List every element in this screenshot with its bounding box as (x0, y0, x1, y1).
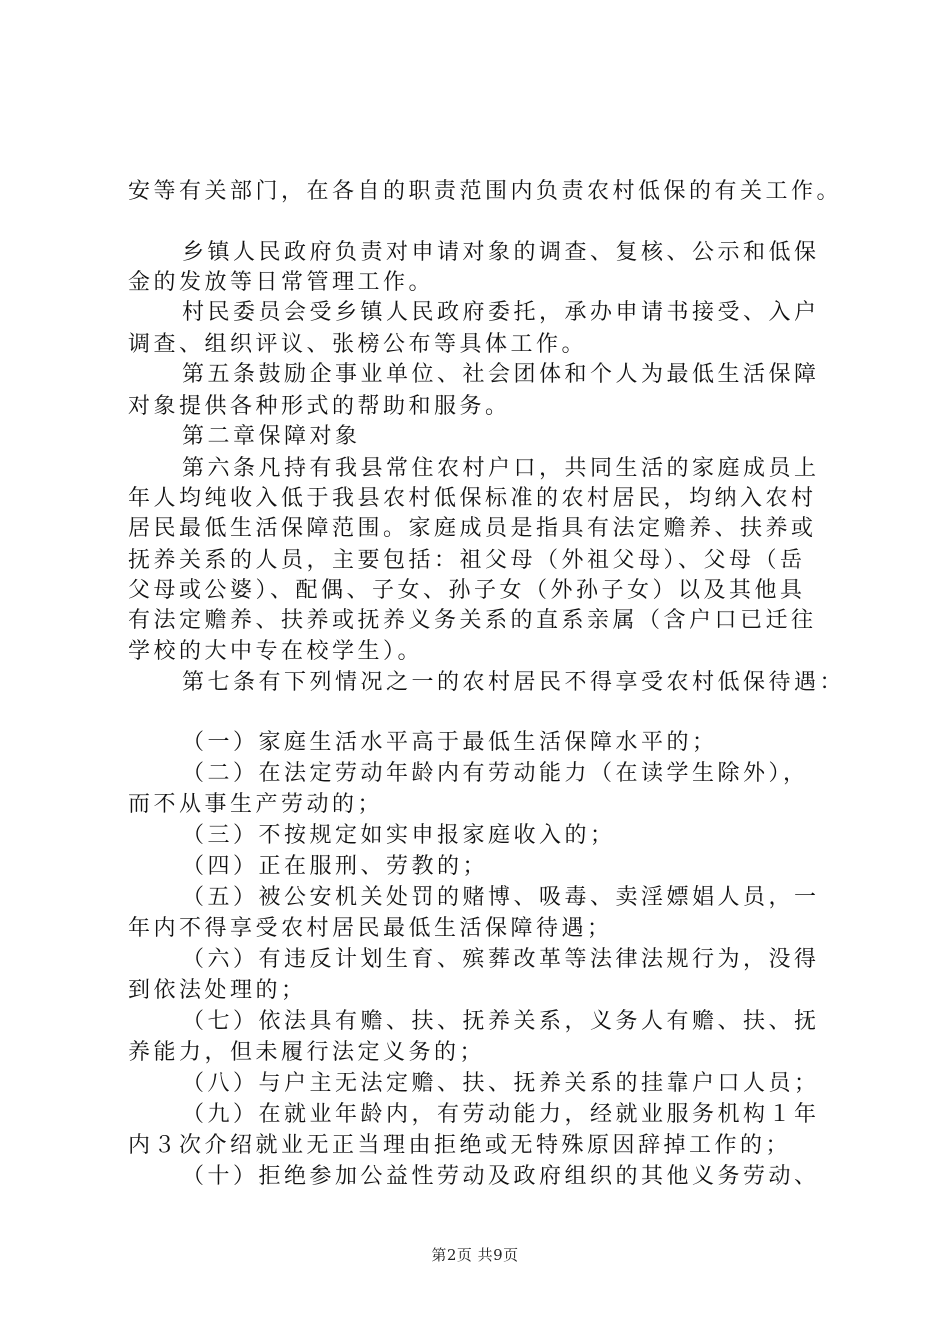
body-line-1: 安等有关部门，在各自的职责范围内负责农村低保的有关工作。 (128, 179, 843, 204)
list-item-6: （六）有违反计划生育、殡葬改革等法律法规行为，没得 (182, 947, 820, 972)
body-line-10: 年人均纯收入低于我县农村低保标准的农村居民，均纳入农村 (128, 486, 817, 511)
list-item-9: （九）在就业年龄内，有劳动能力，经就业服务机构１年 (182, 1102, 820, 1127)
body-line-6: 第五条鼓励企事业单位、社会团体和个人为最低生活保障 (182, 362, 820, 387)
body-line-12: 抚养关系的人员，主要包括：祖父母（外祖父母）、父母（岳 (128, 548, 806, 573)
list-item-8: （八）与户主无法定赡、扶、抚养关系的挂靠户口人员； (182, 1071, 820, 1096)
body-line-2: 乡镇人民政府负责对申请对象的调查、复核、公示和低保 (182, 240, 820, 265)
body-line-4: 村民委员会受乡镇人民政府委托，承办申请书接受、入户 (182, 300, 820, 325)
body-line-7: 对象提供各种形式的帮助和服务。 (128, 394, 511, 419)
list-item-9-cont: 内３次介绍就业无正当理由拒绝或无特殊原因辞掉工作的； (128, 1133, 792, 1158)
list-item-6-cont: 到依法处理的； (128, 978, 307, 1003)
body-line-14: 有法定赡养、扶养或抚养义务关系的直系亲属（含户口已迁往 (128, 608, 817, 633)
body-line-3: 金的发放等日常管理工作。 (128, 270, 435, 295)
list-item-10: （十）拒绝参加公益性劳动及政府组织的其他义务劳动、 (182, 1164, 820, 1189)
list-item-1: （一）家庭生活水平高于最低生活保障水平的； (182, 730, 718, 755)
list-item-4: （四）正在服刑、劳教的； (182, 854, 489, 879)
list-item-5: （五）被公安机关处罚的赌博、吸毒、卖淫嫖娼人员，一 (182, 885, 820, 910)
list-item-7: （七）依法具有赡、扶、抚养关系，义务人有赡、扶、抚 (182, 1009, 820, 1034)
list-item-5-cont: 年内不得享受农村居民最低生活保障待遇； (128, 916, 613, 941)
body-line-15: 学校的大中专在校学生）。 (128, 639, 424, 664)
list-item-3: （三）不按规定如实申报家庭收入的； (182, 823, 616, 848)
body-line-16: 第七条有下列情况之一的农村居民不得享受农村低保待遇： (182, 670, 846, 695)
body-line-13: 父母或公婆）、配偶、子女、孙子女（外孙子女）以及其他具 (128, 578, 806, 603)
chapter-heading: 第二章保障对象 (182, 424, 361, 449)
list-item-2-cont: 而不从事生产劳动的； (128, 792, 384, 817)
body-line-9: 第六条凡持有我县常住农村户口，共同生活的家庭成员上 (182, 456, 820, 481)
body-line-5: 调查、组织评议、张榜公布等具体工作。 (128, 332, 588, 357)
page-footer: 第2页 共9页 (431, 1246, 519, 1264)
body-line-11: 居民最低生活保障范围。家庭成员是指具有法定赡养、扶养或 (128, 516, 817, 541)
list-item-7-cont: 养能力，但未履行法定义务的； (128, 1040, 486, 1065)
list-item-2: （二）在法定劳动年龄内有劳动能力（在读学生除外）， (182, 761, 809, 786)
